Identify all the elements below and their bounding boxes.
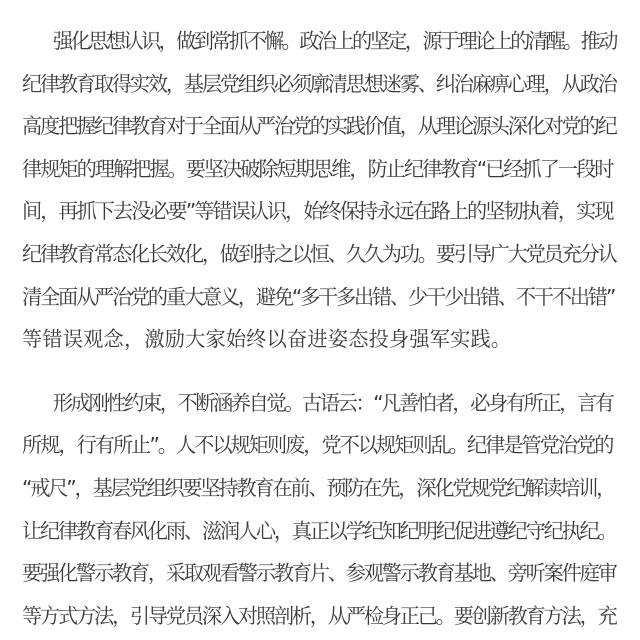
text-line: 间，再抓下去没必要”等错误认识，始终保持永远在路上的坚韧执着，实现 (22, 199, 613, 224)
text-line: 让纪律教育春风化雨、滋润人心，真正以学纪知纪明纪促进遵纪守纪执纪。 (22, 518, 616, 543)
text-line: 高度把握纪律教育对于全面从严治党的实践价值，从理论源头深化对党的纪 (22, 114, 616, 139)
text-line: 律规矩的理解把握。要坚决破除短期思维，防止纪律教育“已经抓了一段时 (22, 156, 613, 181)
text-line: 强化思想认识，做到常抓不懈。政治上的坚定，源于理论上的清醒。推动 (53, 29, 616, 53)
text-line: 等错误观念，激励大家始终以奋进姿态投身强军实践。 (22, 327, 512, 352)
text-line: 所规，行有所止”。人不以规矩则废，党不以规矩则乱。纪律是管党治党的 (22, 433, 613, 458)
text-line: 清全面从严治党的重大意义，避免“多干多出错、少干少出错、不干不出错” (22, 284, 615, 309)
text-line: 纪律教育取得实效，基层党组织必须廓清思想迷雾、纠治麻痹心理，从政治 (22, 71, 616, 96)
text-line: 形成刚性约束，不断涵养自觉。古语云：“凡善怕者，必身有所正，言有 (53, 390, 613, 415)
text-line: 纪律教育常态化长效化，做到持之以恒、久久为功。要引导广大党员充分认 (22, 241, 616, 266)
paragraph-spacer (22, 361, 618, 382)
paragraph-strengthen-ideology (22, 20, 618, 361)
text-line: 等方式方法，引导党员深入对照剖析，从严检身正己。要创新教育方法，充 (22, 603, 616, 628)
text-line: 要强化警示教育，采取观看警示教育片、参观警示教育基地、旁听案件庭审 (22, 561, 616, 586)
text-line: “戒尺”，基层党组织要坚持教育在前、预防在先，深化党规党纪解读培训， (22, 475, 615, 500)
paragraph-rigid-constraints (22, 382, 618, 638)
